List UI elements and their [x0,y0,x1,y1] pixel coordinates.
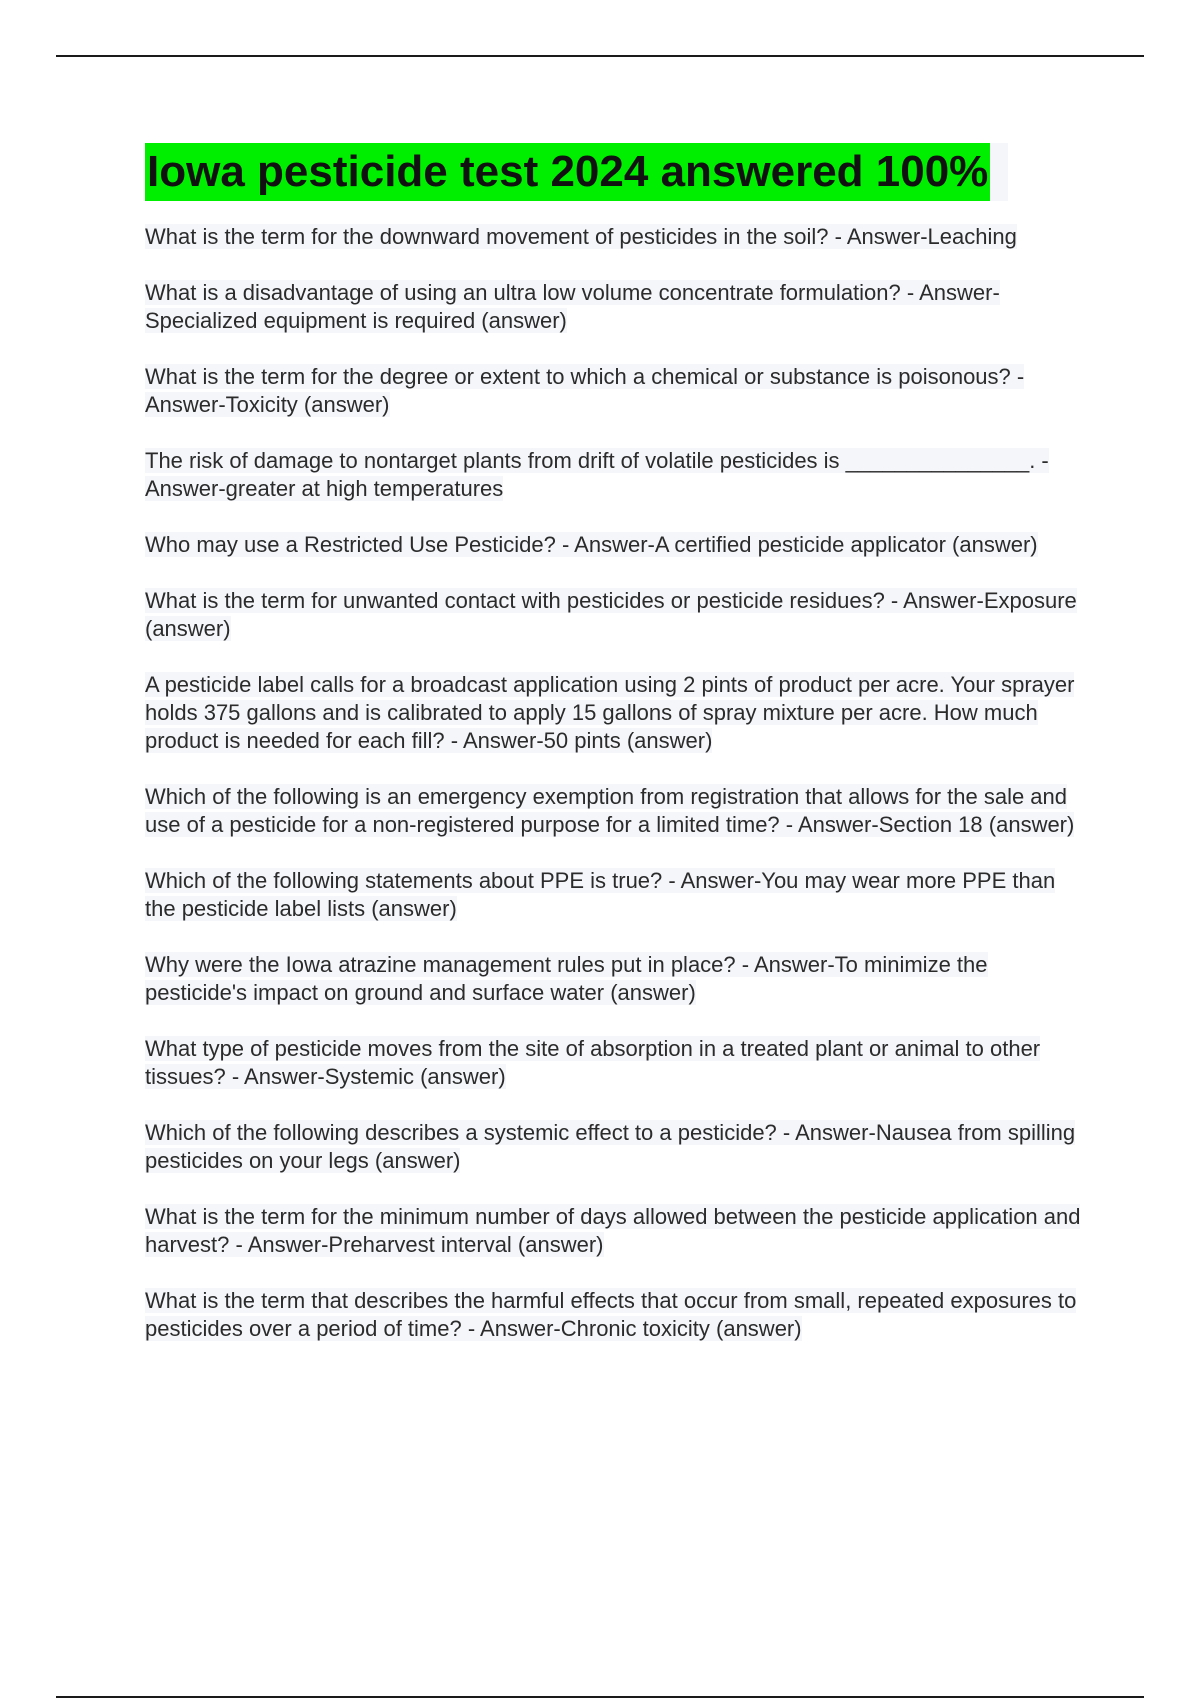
qa-text: Which of the following statements about PPE is true? - Answer-You may wear more PPE than the pesticide label lists (answer) [145,868,1056,921]
qa-item [145,1035,1090,1091]
qa-text: What is the term that describes the harmful effects that occur from small, repeated exposures to pesticides over a period of time? - Answer-Chronic toxicity (answer) [145,1288,1077,1341]
title-block [145,143,1008,201]
qa-text: A pesticide label calls for a broadcast application using 2 pints of product per acre. Your sprayer holds 375 gallons and is calibrated to apply 15 gallons of spray mixture per acre. How much product is needed for each fill? - Answer-50 pints (answer) [145,672,1075,753]
qa-text: What is the term for the degree or extent to which a chemical or substance is poisonous? - Answer-Toxicity (answer) [145,364,1025,417]
qa-item [145,531,1090,559]
qa-list [145,223,1090,1343]
bottom-rule [56,1696,1144,1698]
qa-item [145,363,1090,419]
document-body [145,143,1090,1371]
qa-item [145,671,1090,755]
qa-text: What is the term for the minimum number of days allowed between the pesticide application and harvest? - Answer-Preharvest interval (answer) [145,1204,1081,1257]
qa-text: What is a disadvantage of using an ultra low volume concentrate formulation? - Answer-Specialized equipment is required (answer) [145,280,1000,333]
qa-item [145,587,1090,643]
qa-item [145,951,1090,1007]
qa-text: What is the term for the downward movement of pesticides in the soil? - Answer-Leaching [145,224,1017,249]
qa-text: Which of the following describes a systemic effect to a pesticide? - Answer-Nausea from spilling pesticides on your legs (answer) [145,1120,1076,1173]
qa-item [145,279,1090,335]
qa-item [145,1203,1090,1259]
qa-text: What type of pesticide moves from the site of absorption in a treated plant or animal to other tissues? - Answer-Systemic (answer) [145,1036,1041,1089]
page-title: Iowa pesticide test 2024 answered 100% [145,143,990,201]
qa-item [145,1287,1090,1343]
qa-item [145,223,1090,251]
qa-item [145,447,1090,503]
qa-text: Which of the following is an emergency exemption from registration that allows for the sale and use of a pesticide for a non-registered purpose for a limited time? - Answer-Section 18 (answer) [145,784,1075,837]
qa-text: The risk of damage to nontarget plants from drift of volatile pesticides is _______________. - Answer-greater at high temperatures [145,448,1049,501]
qa-text: What is the term for unwanted contact with pesticides or pesticide residues? - Answer-Exposure (answer) [145,588,1077,641]
qa-text: Why were the Iowa atrazine management rules put in place? - Answer-To minimize the pesticide's impact on ground and surface water (answer) [145,952,988,1005]
qa-item [145,867,1090,923]
qa-item [145,783,1090,839]
qa-text: Who may use a Restricted Use Pesticide? - Answer-A certified pesticide applicator (answer) [145,532,1038,557]
top-rule [56,55,1144,57]
qa-item [145,1119,1090,1175]
